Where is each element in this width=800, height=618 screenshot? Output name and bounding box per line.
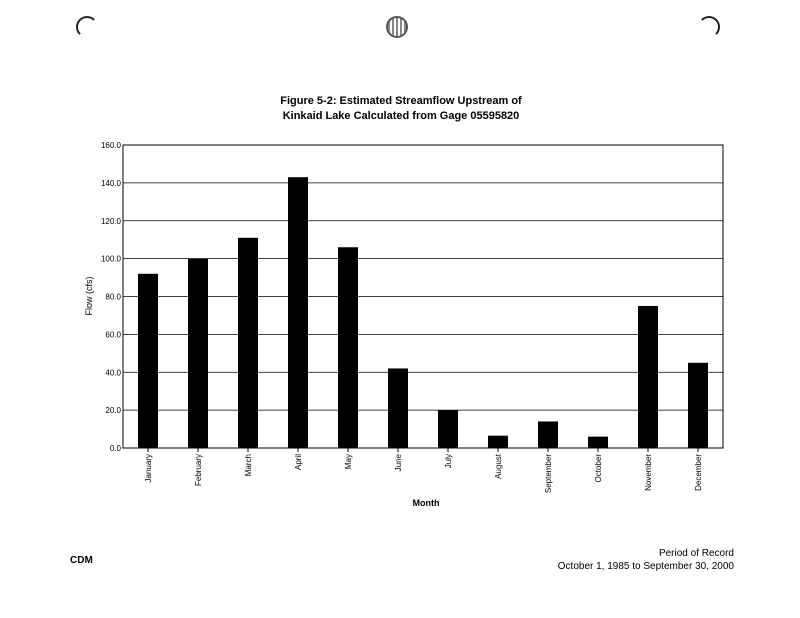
chart-title-line-2: Kinkaid Lake Calculated from Gage 05595820 — [282, 110, 520, 122]
y-tick-label: 120.0 — [100, 216, 121, 226]
x-tick-label-july: July — [444, 454, 453, 469]
y-tick-label: 40.0 — [105, 368, 121, 378]
y-tick-label: 0.0 — [109, 444, 121, 453]
x-axis-label: Month — [412, 498, 440, 508]
x-tick-label-february: February — [194, 454, 203, 487]
x-tick-label-august: August — [494, 454, 503, 479]
x-tick-label-march: March — [244, 454, 253, 477]
y-tick-label: 20.0 — [105, 406, 121, 416]
bar-february — [188, 259, 208, 448]
cdm-logo: CDM — [70, 555, 93, 566]
x-tick-label-november: November — [644, 454, 653, 491]
x-tick-label-april: April — [294, 454, 303, 471]
bar-october — [588, 437, 608, 448]
chart-title-line-1: Figure 5-2: Estimated Streamflow Upstream of — [280, 95, 522, 107]
x-tick-label-september: September — [544, 454, 553, 494]
x-tick-label-may: May — [344, 454, 353, 470]
y-tick-label: 160.0 — [100, 141, 121, 150]
bar-march — [238, 238, 258, 448]
period-range: October 1, 1985 to September 30, 2000 — [557, 561, 734, 572]
bar-july — [438, 410, 458, 448]
y-axis-label: Flow (cfs) — [84, 276, 94, 316]
x-axis-ticks — [144, 448, 703, 493]
period-of-record — [558, 547, 734, 573]
y-tick-label: 80.0 — [105, 292, 121, 302]
x-tick-label-january: January — [144, 454, 153, 483]
x-tick-label-october: October — [594, 454, 603, 483]
bar-may — [338, 247, 358, 448]
y-axis-ticks — [101, 141, 122, 453]
bar-september — [538, 421, 558, 448]
bar-december — [688, 363, 708, 448]
bar-august — [488, 436, 508, 448]
bar-november — [638, 306, 658, 448]
bar-june — [388, 368, 408, 448]
x-tick-label-june: June — [394, 454, 403, 472]
y-tick-label: 60.0 — [105, 330, 121, 340]
bar-april — [288, 177, 308, 448]
period-label: Period of Record — [658, 548, 734, 559]
x-tick-label-december: December — [694, 454, 703, 491]
y-tick-label: 100.0 — [100, 254, 121, 264]
bar-january — [138, 274, 158, 448]
y-tick-label: 140.0 — [100, 178, 121, 188]
